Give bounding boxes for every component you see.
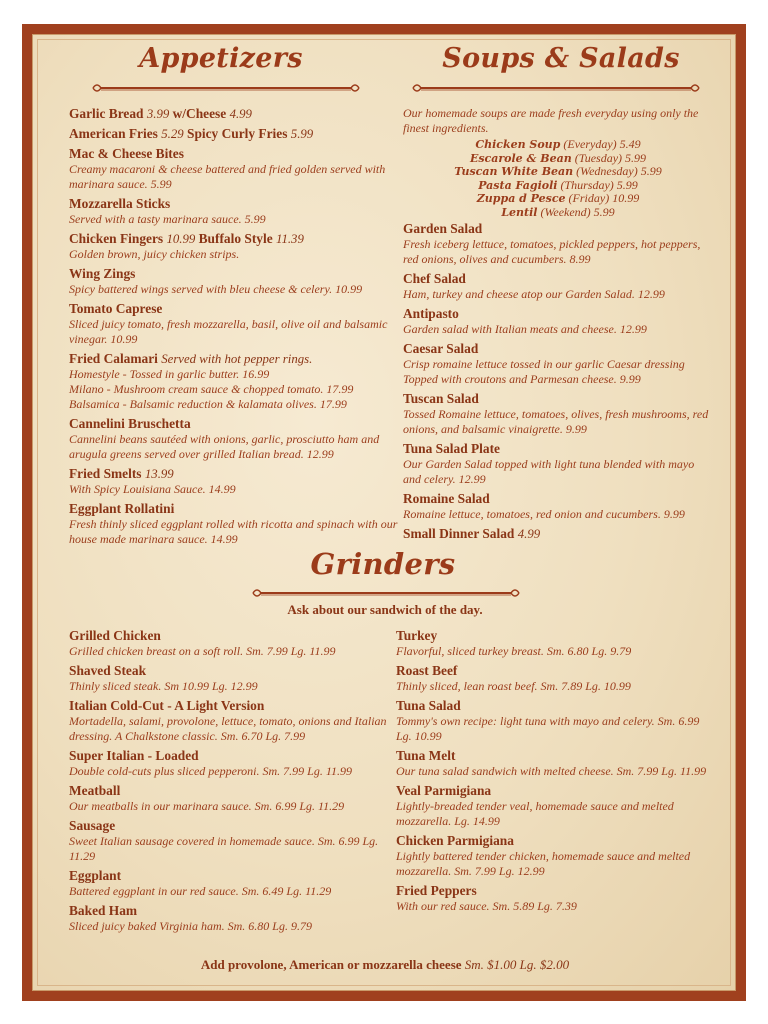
item-name: Tomato Caprese bbox=[69, 301, 163, 316]
menu-paper bbox=[32, 34, 736, 991]
menu-item bbox=[69, 903, 389, 934]
menu-item bbox=[69, 126, 404, 142]
item-price-alt: 4.99 bbox=[229, 107, 252, 121]
item-name-line bbox=[69, 106, 404, 122]
item-name-line bbox=[69, 466, 404, 482]
item-description: Fresh thinly sliced eggplant rolled with ricotta and spinach with our house made marinara sauce. 14.99 bbox=[69, 517, 398, 546]
item-description: Double cold-cuts plus sliced pepperoni. Sm. 7.99 Lg. 11.99 bbox=[69, 764, 352, 778]
item-price-alt: 11.39 bbox=[276, 232, 304, 246]
item-description: Crisp romaine lettuce tossed in our garlic Caesar dressing Topped with croutons and Parmesan cheese. 9.99 bbox=[403, 357, 685, 386]
item-description: Lightly-breaded tender veal, homemade sauce and melted mozzarella. Lg. 14.99 bbox=[396, 799, 674, 828]
item-name-line bbox=[396, 833, 716, 849]
item-name-line bbox=[396, 663, 716, 679]
item-description: With Spicy Louisiana Sauce. 14.99 bbox=[69, 482, 236, 496]
grinders-subtitle: Ask about our sandwich of the day. bbox=[287, 602, 483, 617]
item-name: Fried Smelts bbox=[69, 466, 142, 481]
menu-item bbox=[69, 231, 404, 262]
menu-item bbox=[69, 748, 389, 779]
item-name-line bbox=[69, 416, 404, 432]
item-name-line bbox=[69, 501, 404, 517]
menu-item bbox=[69, 698, 389, 744]
menu-item bbox=[69, 106, 404, 122]
item-price: 5.29 bbox=[161, 127, 184, 141]
item-description: Homestyle - Tossed in garlic butter. 16.99 Milano - Mushroom cream sauce & chopped tomato. 17.99 Balsamica - Balsamic reduction & kalamata olives. 17.99 bbox=[69, 367, 354, 411]
item-description: Ham, turkey and cheese atop our Garden Salad. 12.99 bbox=[403, 287, 665, 301]
appetizers-title: Appetizers bbox=[139, 43, 303, 74]
item-name-line bbox=[69, 663, 389, 679]
soups-salads-title: Soups & Salads bbox=[442, 43, 680, 74]
item-price-alt: 5.99 bbox=[290, 127, 314, 141]
item-name-line bbox=[69, 628, 389, 644]
menu-item bbox=[69, 351, 404, 412]
item-description: Grilled chicken breast on a soft roll. Sm. 7.99 Lg. 11.99 bbox=[69, 644, 336, 658]
item-name: Tuna Salad bbox=[396, 698, 461, 713]
menu-item bbox=[403, 306, 713, 337]
menu-item bbox=[69, 663, 389, 694]
item-description: Thinly sliced, lean roast beef. Sm. 7.89 Lg. 10.99 bbox=[396, 679, 631, 693]
item-name: Italian Cold-Cut - A Light Version bbox=[69, 698, 265, 713]
soup-line bbox=[403, 152, 713, 166]
item-name-alt: Buffalo Style bbox=[198, 231, 273, 246]
item-name: Roast Beef bbox=[396, 663, 458, 678]
item-name: Tuna Salad Plate bbox=[403, 441, 500, 456]
item-name: Tuna Melt bbox=[396, 748, 456, 763]
soup-list bbox=[403, 138, 713, 219]
menu-item bbox=[396, 698, 716, 744]
item-name: Meatball bbox=[69, 783, 121, 798]
menu-item bbox=[403, 526, 713, 542]
menu-item bbox=[396, 663, 716, 694]
item-name-line bbox=[403, 441, 713, 457]
soups-intro: Our homemade soups are made fresh everyday using only the finest ingredients. bbox=[403, 106, 699, 135]
item-name: Mac & Cheese Bites bbox=[69, 146, 184, 161]
item-name: Wing Zings bbox=[69, 266, 136, 281]
item-name-line bbox=[69, 146, 404, 162]
item-name-line bbox=[69, 126, 404, 142]
soup-line bbox=[403, 179, 713, 193]
appetizers-divider bbox=[91, 82, 361, 94]
item-name-line bbox=[396, 748, 716, 764]
item-name-line bbox=[69, 351, 404, 367]
menu-item bbox=[69, 868, 389, 899]
item-name-line bbox=[69, 301, 404, 317]
item-name: Baked Ham bbox=[69, 903, 138, 918]
item-name: Eggplant Rollatini bbox=[69, 501, 175, 516]
item-name: Caesar Salad bbox=[403, 341, 479, 356]
soup-name: Zuppa d Pesce bbox=[476, 192, 566, 205]
soup-name: Lentil bbox=[501, 205, 538, 219]
menu-item bbox=[403, 491, 713, 522]
item-name: Fried Peppers bbox=[396, 883, 477, 898]
soup-line bbox=[403, 165, 713, 179]
menu-item bbox=[403, 271, 713, 302]
item-name-line bbox=[396, 628, 716, 644]
menu-item bbox=[396, 748, 716, 779]
item-name-line bbox=[69, 868, 389, 884]
item-description: Golden brown, juicy chicken strips. bbox=[69, 247, 240, 261]
item-name-line bbox=[403, 306, 713, 322]
item-name: Fried Calamari bbox=[69, 351, 158, 366]
item-name: Romaine Salad bbox=[403, 491, 490, 506]
item-name: Chicken Fingers bbox=[69, 231, 164, 246]
item-description: Our Garden Salad topped with light tuna blended with mayo and celery. 12.99 bbox=[403, 457, 695, 486]
item-name: Eggplant bbox=[69, 868, 122, 883]
menu-item bbox=[396, 833, 716, 879]
soup-name: Pasta Fagioli bbox=[478, 178, 558, 192]
item-name-line bbox=[69, 698, 389, 714]
menu-item bbox=[69, 146, 404, 192]
item-name-line bbox=[69, 783, 389, 799]
item-name-line bbox=[69, 196, 404, 212]
item-description: Fresh iceberg lettuce, tomatoes, pickled peppers, hot peppers, red onions, olives and cucumbers. 8.99 bbox=[403, 237, 701, 266]
menu-item bbox=[69, 416, 404, 462]
item-name-line bbox=[69, 903, 389, 919]
item-name: Chicken Parmigiana bbox=[396, 833, 514, 848]
menu-item bbox=[69, 501, 404, 547]
item-name: Grilled Chicken bbox=[69, 628, 161, 643]
item-price: 10.99 bbox=[166, 232, 196, 246]
item-price: 4.99 bbox=[517, 527, 541, 541]
item-description: With our red sauce. Sm. 5.89 Lg. 7.39 bbox=[396, 899, 577, 913]
item-name: Cannelini Bruschetta bbox=[69, 416, 191, 431]
menu-item bbox=[396, 883, 716, 914]
menu-item bbox=[69, 783, 389, 814]
item-description: Sliced juicy baked Virginia ham. Sm. 6.80 Lg. 9.79 bbox=[69, 919, 312, 933]
appetizers-list bbox=[69, 106, 404, 551]
item-name: Garlic Bread bbox=[69, 106, 144, 121]
item-name-alt: Spicy Curly Fries bbox=[187, 126, 288, 141]
menu-item bbox=[69, 301, 404, 347]
menu-item bbox=[396, 628, 716, 659]
item-description: Served with a tasty marinara sauce. 5.99 bbox=[69, 212, 266, 226]
item-name: Small Dinner Salad bbox=[403, 526, 515, 541]
item-description: Thinly sliced steak. Sm 10.99 Lg. 12.99 bbox=[69, 679, 258, 693]
item-name-line bbox=[403, 491, 713, 507]
menu-item bbox=[69, 628, 389, 659]
soup-name: Chicken Soup bbox=[475, 138, 561, 151]
soup-detail: (Wednesday) 5.99 bbox=[576, 164, 662, 178]
item-description: Sweet Italian sausage covered in homemade sauce. Sm. 6.99 Lg. 11.29 bbox=[69, 834, 379, 863]
menu-item bbox=[396, 783, 716, 829]
item-description: Spicy battered wings served with bleu cheese & celery. 10.99 bbox=[69, 282, 363, 296]
menu-item bbox=[69, 466, 404, 497]
item-name: Mozzarella Sticks bbox=[69, 196, 171, 211]
soup-detail: (Friday) 10.99 bbox=[568, 191, 640, 205]
item-name-line bbox=[403, 341, 713, 357]
item-name-line bbox=[69, 748, 389, 764]
item-description: Creamy macaroni & cheese battered and fried golden served with marinara sauce. 5.99 bbox=[69, 162, 386, 191]
soup-detail: (Thursday) 5.99 bbox=[560, 177, 638, 192]
item-description: Tossed Romaine lettuce, tomatoes, olives, fresh mushrooms, red onions, and balsamic vinaigrette. 9.99 bbox=[403, 407, 709, 436]
item-description: Flavorful, sliced turkey breast. Sm. 6.80 Lg. 9.79 bbox=[396, 644, 632, 658]
soup-detail: (Everyday) 5.49 bbox=[563, 137, 641, 151]
item-name-line bbox=[396, 783, 716, 799]
item-description: Romaine lettuce, tomatoes, red onion and cucumbers. 9.99 bbox=[403, 507, 685, 521]
item-description: Tommy's own recipe: light tuna with mayo and celery. Sm. 6.99 Lg. 10.99 bbox=[396, 714, 700, 743]
soup-line bbox=[403, 206, 713, 220]
soups-salads-list bbox=[403, 106, 713, 546]
menu-item bbox=[403, 341, 713, 387]
menu-item bbox=[69, 266, 404, 297]
item-name: Super Italian - Loaded bbox=[69, 748, 199, 763]
item-name-line bbox=[403, 271, 713, 287]
item-name: Veal Parmigiana bbox=[396, 783, 492, 798]
grinders-left-list bbox=[69, 628, 389, 938]
item-name: Tuscan Salad bbox=[403, 391, 479, 406]
item-name-line bbox=[69, 818, 389, 834]
soup-line bbox=[403, 192, 713, 206]
item-name-line bbox=[69, 266, 404, 282]
menu-item bbox=[403, 221, 713, 267]
menu-item bbox=[403, 441, 713, 487]
item-price: Served with hot pepper rings. bbox=[161, 352, 313, 366]
soup-detail: (Tuesday) 5.99 bbox=[574, 150, 647, 165]
item-description: Lightly battered tender chicken, homemade sauce and melted mozzarella. Sm. 7.99 Lg. 12.99 bbox=[396, 849, 691, 878]
item-name-line bbox=[403, 221, 713, 237]
soup-line bbox=[403, 138, 713, 152]
item-name-line bbox=[403, 391, 713, 407]
item-name: Garden Salad bbox=[403, 221, 483, 236]
item-name-alt: w/Cheese bbox=[172, 106, 227, 121]
grinders-right-list bbox=[396, 628, 716, 918]
item-name: Shaved Steak bbox=[69, 663, 147, 678]
item-description: Sliced juicy tomato, fresh mozzarella, basil, olive oil and balsamic vinegar. 10.99 bbox=[69, 317, 388, 346]
soup-name: Tuscan White Bean bbox=[454, 165, 574, 178]
menu-item bbox=[69, 196, 404, 227]
grinders-divider bbox=[251, 587, 521, 599]
menu-item bbox=[69, 818, 389, 864]
cheese-addon bbox=[33, 957, 737, 973]
soup-detail: (Weekend) 5.99 bbox=[540, 204, 615, 219]
item-price: 13.99 bbox=[144, 467, 174, 481]
item-description: Our meatballs in our marinara sauce. Sm. 6.99 Lg. 11.29 bbox=[69, 799, 345, 813]
item-name: Antipasto bbox=[403, 306, 459, 321]
item-name: American Fries bbox=[69, 126, 158, 141]
item-name-line bbox=[396, 883, 716, 899]
item-description: Garden salad with Italian meats and cheese. 12.99 bbox=[403, 322, 647, 336]
item-description: Mortadella, salami, provolone, lettuce, tomato, onions and Italian dressing. A Chalkstone classic. Sm. 6.70 Lg. 7.99 bbox=[69, 714, 387, 743]
item-name-line bbox=[403, 526, 713, 542]
cheese-addon-price: Sm. $1.00 Lg. $2.00 bbox=[464, 957, 570, 972]
soup-name: Escarole & Bean bbox=[469, 151, 572, 165]
salad-list bbox=[403, 221, 713, 542]
grinders-title: Grinders bbox=[310, 547, 456, 581]
menu-item bbox=[403, 391, 713, 437]
item-price: 3.99 bbox=[146, 107, 170, 121]
soups-divider bbox=[411, 82, 701, 94]
item-name: Turkey bbox=[396, 628, 438, 643]
item-name: Chef Salad bbox=[403, 271, 466, 286]
item-description: Our tuna salad sandwich with melted cheese. Sm. 7.99 Lg. 11.99 bbox=[396, 764, 707, 778]
item-description: Battered eggplant in our red sauce. Sm. 6.49 Lg. 11.29 bbox=[69, 884, 332, 898]
item-name-line bbox=[69, 231, 404, 247]
cheese-addon-text: Add provolone, American or mozzarella cheese bbox=[200, 957, 462, 972]
item-description: Cannelini beans sautéed with onions, garlic, prosciutto ham and arugula greens served over grilled Italian bread. 12.99 bbox=[69, 432, 380, 461]
menu-frame bbox=[22, 24, 746, 1001]
item-name-line bbox=[396, 698, 716, 714]
item-name: Sausage bbox=[69, 818, 116, 833]
